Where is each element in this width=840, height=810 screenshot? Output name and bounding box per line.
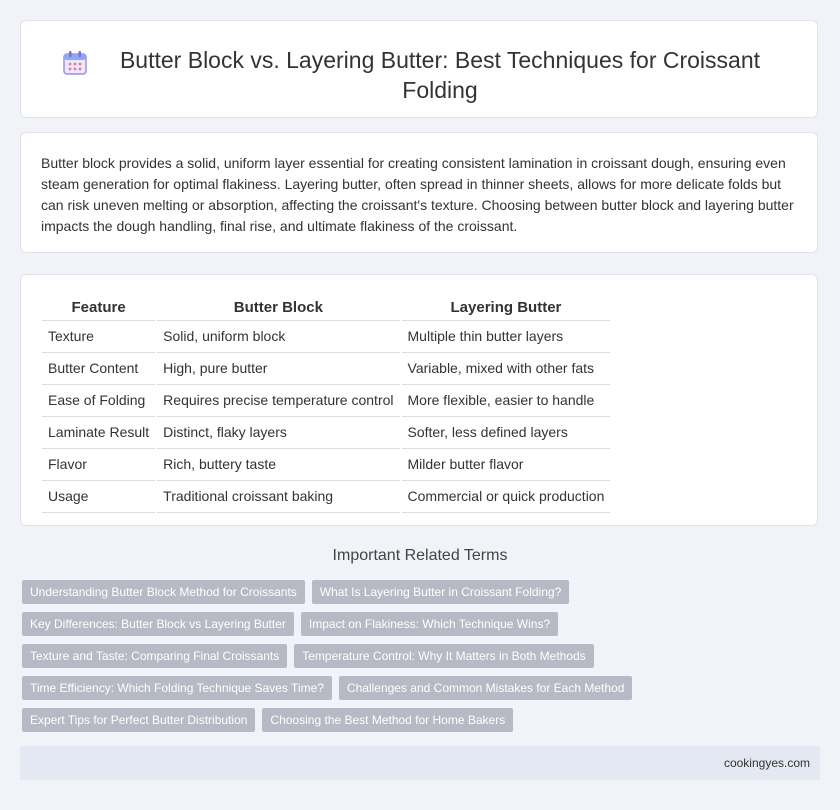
table-row [42,385,610,417]
related-term-link[interactable]: Understanding Butter Block Method for Croissants [22,580,305,604]
related-term-link[interactable]: What Is Layering Butter in Croissant Folding? [312,580,569,604]
related-term-link[interactable]: Texture and Taste: Comparing Final Croissants [22,644,287,668]
intro-card [20,132,818,253]
intro-paragraph: Butter block provides a solid, uniform layer essential for creating consistent lamination in croissant dough, ensuring even steam generation for optimal flakiness. Layering butter, often spread in thinner sheets, allows for more delicate folds but can risk uneven melting or absorption, affecting the croissant's texture. Choosing between butter block and layering butter impacts the dough handling, final rise, and ultimate flakiness of the croissant. [41,155,794,234]
table-cell: Commercial or quick production [402,481,611,513]
page-title: Butter Block vs. Layering Butter: Best Techniques for Croissant Folding [119,47,761,103]
table-cell: Variable, mixed with other fats [402,353,611,385]
table-cell: Softer, less defined layers [402,417,611,449]
table-cell: Flavor [42,449,155,481]
table-cell: Distinct, flaky layers [157,417,399,449]
comparison-card [20,274,818,526]
calendar-icon [61,49,89,77]
related-term-link[interactable]: Time Efficiency: Which Folding Technique Saves Time? [22,676,332,700]
table-cell: High, pure butter [157,353,399,385]
table-cell: Multiple thin butter layers [402,321,611,353]
title-card [20,20,818,118]
related-term-link[interactable]: Impact on Flakiness: Which Technique Wins? [301,612,558,636]
header-butter-block: Butter Block [157,296,399,321]
table-cell: Solid, uniform block [157,321,399,353]
table-cell: More flexible, easier to handle [402,385,611,417]
table-cell: Texture [42,321,155,353]
table-cell: Milder butter flavor [402,449,611,481]
related-term-link[interactable]: Key Differences: Butter Block vs Layering Butter [22,612,294,636]
table-row [42,321,610,353]
table-row [42,353,610,385]
related-term-link[interactable]: Choosing the Best Method for Home Bakers [262,708,513,732]
table-header-row [42,296,610,321]
footer [20,746,820,780]
table-cell: Requires precise temperature control [157,385,399,417]
table-cell: Traditional croissant baking [157,481,399,513]
table-cell: Laminate Result [42,417,155,449]
table-row [42,481,610,513]
header-feature: Feature [42,296,155,321]
related-term-link[interactable]: Expert Tips for Perfect Butter Distribution [22,708,255,732]
table-cell: Usage [42,481,155,513]
table-row [42,417,610,449]
table-cell: Butter Content [42,353,155,385]
related-terms-heading: Important Related Terms [332,547,508,564]
footer-site-link[interactable]: cookingyes.com [723,756,810,770]
related-terms-list [22,580,822,740]
related-term-link[interactable]: Temperature Control: Why It Matters in Both Methods [294,644,593,668]
table-cell: Ease of Folding [42,385,155,417]
header-layering-butter: Layering Butter [402,296,611,321]
table-row [42,449,610,481]
related-term-link[interactable]: Challenges and Common Mistakes for Each Method [339,676,632,700]
comparison-table [42,296,610,513]
table-cell: Rich, buttery taste [157,449,399,481]
